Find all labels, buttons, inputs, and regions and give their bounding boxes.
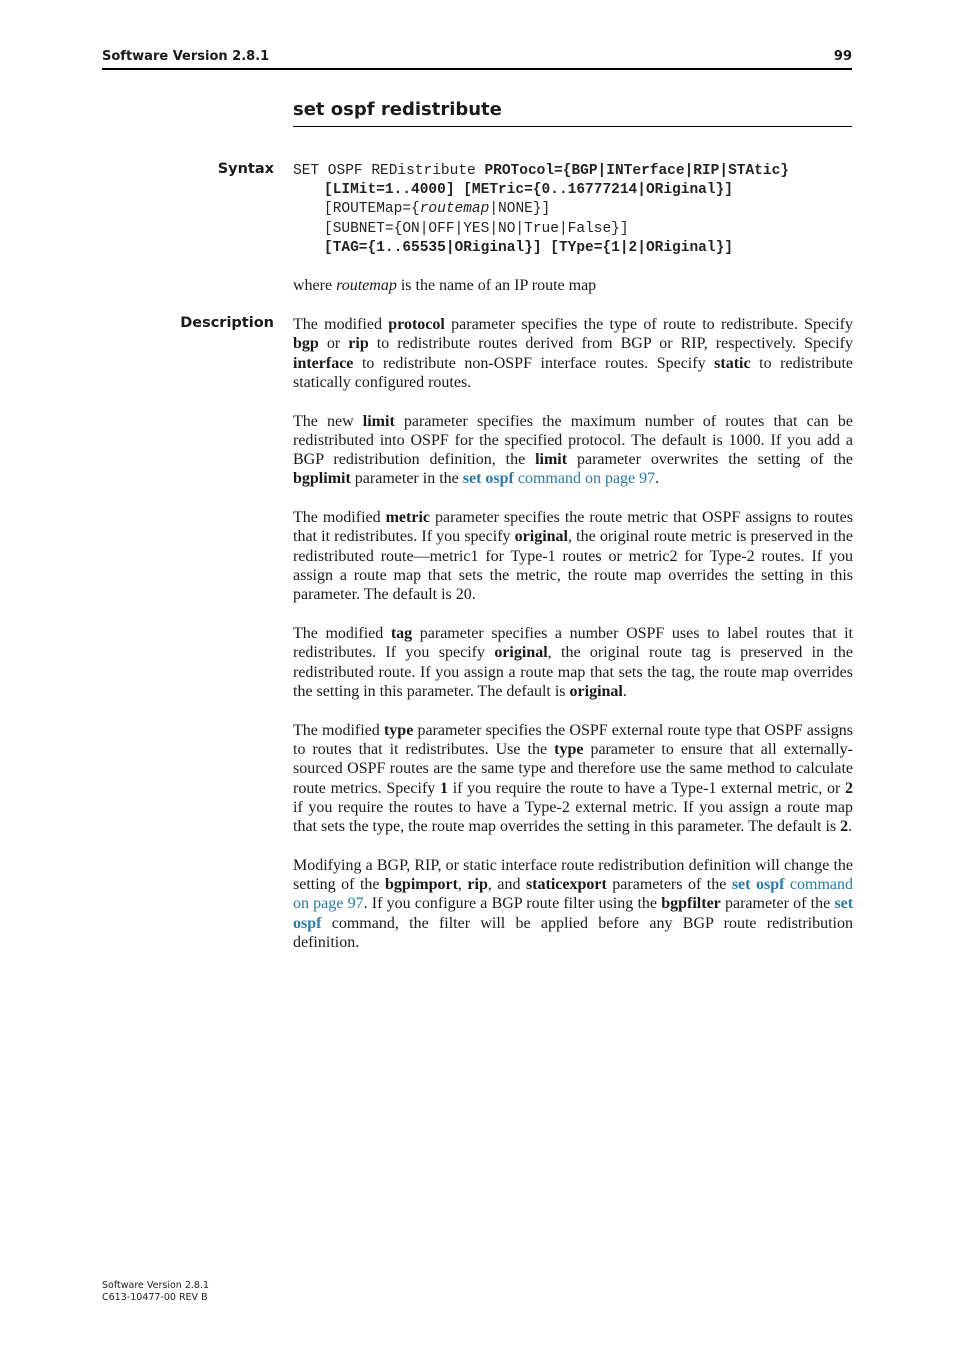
section-title: set ospf redistribute bbox=[293, 99, 852, 127]
syntax-line-4: [SUBNET={ON|OFF|YES|NO|True|False}] bbox=[324, 220, 629, 237]
set-ospf-link[interactable]: set ospf bbox=[293, 895, 854, 932]
syntax-line-3: [ROUTEMap={routemap|NONE}] bbox=[324, 201, 551, 218]
desc-paragraph-tag: The modified tag parameter specifies a number OSPF uses to label routes that it redistributes. If you specify original, the original route tag is preserved in the redistributed route. If you assign a route map that sets the tag, the route map overrides the setting in this parameter. The default is original. bbox=[293, 625, 854, 700]
syntax-label: Syntax bbox=[217, 161, 274, 177]
footer-doc-id: C613-10477-00 REV B bbox=[102, 1292, 208, 1303]
header-version: Software Version 2.8.1 bbox=[102, 49, 270, 64]
page-header bbox=[102, 48, 852, 70]
desc-paragraph-limit: The new limit parameter specifies the maximum number of routes that can be redistributed into OSPF for the specified protocol. The default is 1000. If you add a BGP redistribution definition, the limit parameter overwrites the setting of the bgplimit parameter in the set ospf command on page 97. bbox=[293, 412, 854, 488]
syntax-block bbox=[293, 162, 873, 258]
desc-paragraph-modifying: Modifying a BGP, RIP, or static interface route redistribution definition will change the setting of the bgpimport, rip, and staticexport parameters of the set ospf command on page 97. If you configure a BGP route filter using the bgpfilter parameter of the set ospf command, the filter will be applied before any BGP route redistribution definition. bbox=[293, 856, 854, 951]
where-note: where routemap is the name of an IP route map bbox=[293, 277, 597, 294]
desc-paragraph-type: The modified type parameter specifies the OSPF external route type that OSPF assigns to routes that it redistributes. Use the type parameter to ensure that all externally-sourced OSPF routes are the same type and therefore use the same method to calculate route metrics. Specify 1 if you require the route to have a Type-1 external metric, or 2 if you require the routes to have a Type-2 external metric. If you assign a route map that sets the type, the route map overrides the setting in this parameter. The default is 2. bbox=[293, 721, 854, 836]
description-body bbox=[293, 315, 853, 972]
set-ospf-link[interactable]: set ospf command on page 97 bbox=[293, 876, 854, 913]
page-footer bbox=[102, 1280, 209, 1304]
header-page-number: 99 bbox=[833, 49, 852, 64]
description-label: Description bbox=[180, 315, 274, 331]
set-ospf-link[interactable]: set ospf command on page 97 bbox=[462, 470, 656, 488]
syntax-line-2: [LIMit=1..4000] [METric={0..16777214|ORiginal}] bbox=[324, 182, 733, 199]
syntax-line-1: SET OSPF REDistribute PROTocol={BGP|INTerface|RIP|STAtic} bbox=[293, 163, 789, 179]
desc-paragraph-metric: The modified metric parameter specifies the route metric that OSPF assigns to routes that it redistributes. If you specify original, the original route metric is preserved in the redistributed route—metric1 for Type-1 routes or metric2 for Type-2 routes. If you assign a route map that sets the metric, the route map overrides the setting in this parameter. The default is 20. bbox=[293, 509, 853, 604]
syntax-line-5: [TAG={1..65535|ORiginal}] [TYpe={1|2|ORiginal}] bbox=[324, 239, 733, 256]
footer-version: Software Version 2.8.1 bbox=[102, 1280, 210, 1291]
desc-paragraph-protocol: The modified protocol parameter specifies the type of route to redistribute. Specify bgp or rip to redistribute routes derived from BGP or RIP, respectively. Specify interface to redistribute non-OSPF interface routes. Specify static to redistribute statically configured routes. bbox=[293, 316, 854, 391]
